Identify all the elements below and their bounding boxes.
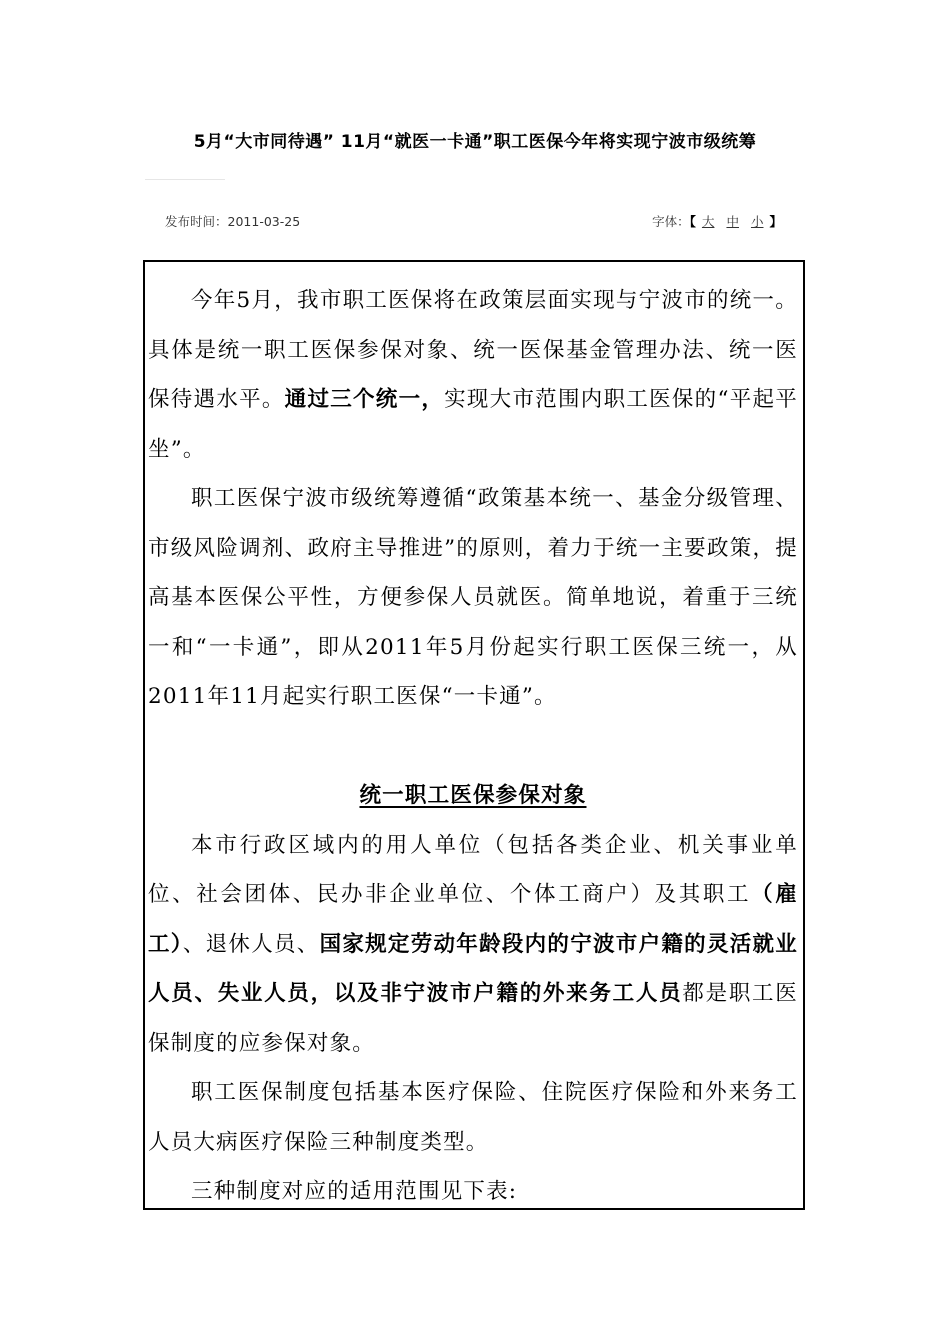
bracket-close: 】 <box>769 214 782 229</box>
font-size-small-link[interactable]: 小 <box>750 214 764 229</box>
font-size-label: 字体： <box>652 214 690 229</box>
blank-line <box>148 722 798 772</box>
coverage-text-3: 都是职工医保制度的应参保对象。 <box>148 981 798 1056</box>
coverage-emphasis-2: 国家规定劳动年龄段内的宁波市户籍的灵活就业人员、失业人员，以及非宁波市户籍的外来务工人员 <box>148 931 799 1006</box>
coverage-text-2: 、退休人员、 <box>182 931 320 957</box>
title-divider <box>145 179 225 180</box>
publish-date: 2011-03-25 <box>227 214 301 229</box>
section-heading: 统一职工医保参保对象 <box>359 783 587 808</box>
paragraph-types: 职工医保制度包括基本医疗保险、住院医疗保险和外来务工人员大病医疗保险三种制度类型。 <box>148 1080 798 1155</box>
font-size-large-link[interactable]: 大 <box>701 214 715 229</box>
article-body-frame <box>143 260 805 1210</box>
paragraph-table-intro: 三种制度对应的适用范围见下表: <box>191 1179 518 1204</box>
coverage-emphasis-1: （雇工） <box>148 882 798 957</box>
font-size-selector <box>652 212 782 230</box>
article-body <box>148 276 798 1217</box>
publish-label: 发布时间： <box>165 214 228 229</box>
paragraph-coverage <box>148 821 798 1069</box>
intro-tail: 实现大市范围内职工医保的“平起平坐”。 <box>148 387 798 462</box>
coverage-text-1: 本市行政区域内的用人单位（包括各类企业、机关事业单位、社会团体、民办非企业单位、个体工商户）及其职工 <box>148 832 798 907</box>
paragraph-intro <box>148 276 798 474</box>
publish-info <box>165 212 300 230</box>
article-title: 5月“大市同待遇” 11月“就医一卡通”职工医保今年将实现宁波市级统筹 <box>193 132 757 152</box>
font-size-medium-link[interactable]: 中 <box>726 214 739 229</box>
intro-emphasis: 通过三个统一， <box>284 387 445 412</box>
bracket-open: 【 <box>689 214 696 229</box>
paragraph-principle: 职工医保宁波市级统筹遵循“政策基本统一、基金分级管理、市级风险调剂、政府主导推进”的原则，着力于统一主要政策，提高基本医保公平性，方便参保人员就医。简单地说，着重于三统一和“一卡通”，即从2011年5月份起实行职工医保三统一，从2011年11月起实行职工医保“一卡通”。 <box>148 486 798 709</box>
intro-text: 今年5月，我市职工医保将在政策层面实现与宁波市的统一。具体是统一职工医保参保对象、统一医保基金管理办法、统一医保待遇水平。 <box>148 288 798 412</box>
